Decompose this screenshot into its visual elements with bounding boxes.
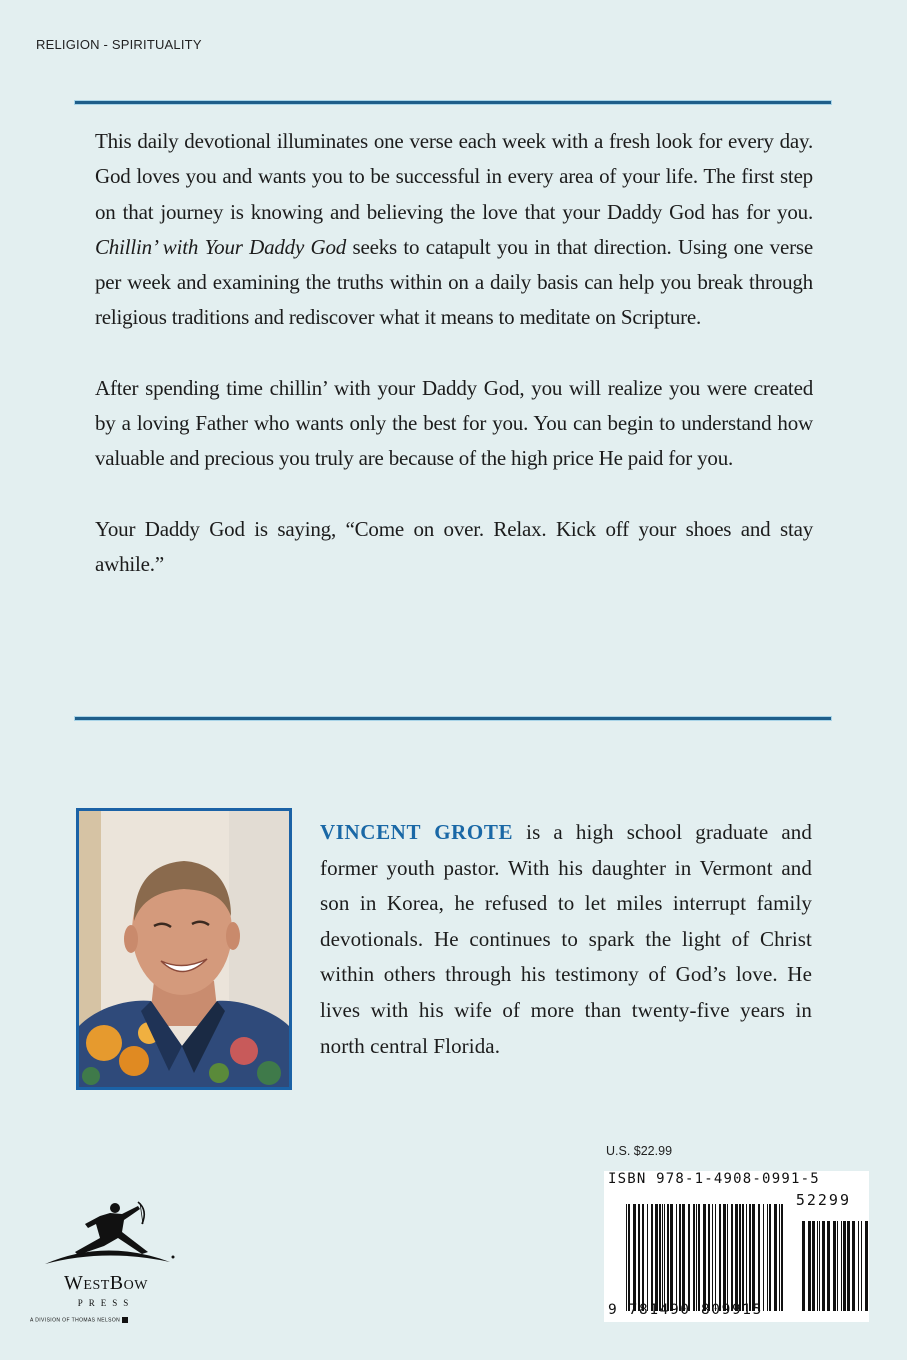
author-bio-text: is a high school graduate and former youth pastor. With his daughter in Vermont and son in Korea, he refused to let miles interrupt family devotionals. He continues to spark the light of Christ within others through his testimony of God’s love. He lives with his wife of more than twenty-five years in north central Florida. [320, 820, 812, 1058]
description-text: This daily devotional illuminates one verse each week with a fresh look for every day. God loves you and wants you to be successful in every area of your life. The first step on that journey is knowing and believing the love that your Daddy God has for you. [95, 129, 813, 224]
publisher-press-label: PRESS [77, 1298, 135, 1308]
addon-bar [841, 1221, 842, 1311]
author-photo [76, 808, 292, 1090]
addon-bar [833, 1221, 836, 1311]
publisher-name: WestBow [64, 1272, 148, 1294]
author-bio [320, 815, 812, 1064]
publisher-logo [30, 1200, 180, 1350]
bottom-divider [75, 717, 831, 720]
addon-bar [827, 1221, 830, 1311]
barcode-bar [723, 1204, 726, 1311]
barcode-bar [688, 1204, 690, 1311]
barcode-bar [739, 1204, 741, 1311]
addon-bar [802, 1221, 805, 1311]
barcode-bar [638, 1204, 640, 1311]
barcode-bar [746, 1204, 747, 1311]
addon-bar [852, 1221, 855, 1311]
barcode-bar [758, 1204, 760, 1311]
barcode-bar [715, 1204, 716, 1311]
addon-bar [847, 1221, 850, 1311]
barcode-bar [655, 1204, 658, 1311]
top-divider [75, 101, 831, 104]
barcode-bar [667, 1204, 669, 1311]
publisher-division [30, 1317, 180, 1323]
addon-bar [812, 1221, 815, 1311]
description-paragraph-3: Your Daddy God is saying, “Come on over. Relax. Kick off your shoes and stay awhile.” [95, 516, 813, 576]
description-paragraph-1 [95, 124, 813, 336]
barcode-bar [708, 1204, 710, 1311]
ean-digits: 9 781490 809915 [608, 1302, 763, 1318]
barcode-bar [698, 1204, 700, 1311]
addon-bar [819, 1221, 820, 1311]
barcode-bar [659, 1204, 661, 1311]
barcode-bars [604, 1171, 869, 1322]
author-portrait-illustration [79, 811, 289, 1087]
barcode-bar [769, 1204, 771, 1311]
barcode-bar [651, 1204, 653, 1311]
addon-bar [808, 1221, 811, 1311]
barcode-bar [731, 1204, 733, 1311]
isbn-barcode [604, 1171, 869, 1322]
addon-bar [858, 1221, 859, 1311]
barcode-bar [781, 1204, 783, 1311]
barcode-bar [676, 1204, 677, 1311]
barcode-bar [742, 1204, 744, 1311]
book-title-italic: Chillin’ with Your Daddy God [95, 234, 347, 259]
barcode-bar [628, 1204, 630, 1311]
barcode-bar [679, 1204, 681, 1311]
barcode-bar [662, 1204, 663, 1311]
building-icon [122, 1317, 128, 1323]
barcode-bar [749, 1204, 751, 1311]
archer-logo-icon [30, 1200, 180, 1275]
isbn-number: ISBN 978-1-4908-0991-5 [608, 1171, 820, 1187]
addon-bar [861, 1221, 862, 1311]
barcode-bar [642, 1204, 644, 1311]
barcode-bar [752, 1204, 755, 1311]
addon-bar [843, 1221, 846, 1311]
barcode-bar [719, 1204, 721, 1311]
barcode-bar [633, 1204, 636, 1311]
barcode-bar [626, 1204, 627, 1311]
addon-bar [837, 1221, 838, 1311]
division-text: A DIVISION OF THOMAS NELSON [30, 1317, 121, 1324]
barcode-bar [779, 1204, 780, 1311]
book-description [95, 124, 813, 617]
barcode-bar [767, 1204, 768, 1311]
barcode-bar [727, 1204, 728, 1311]
barcode-bar [696, 1204, 697, 1311]
description-paragraph-2: After spending time chillin’ with your Daddy God, you will realize you were created by a loving Father who wants only the best for you. You can begin to understand how valuable and precious you truly are because of the high price He paid for you. [95, 375, 813, 471]
barcode-bar [670, 1204, 673, 1311]
price-label: U.S. $22.99 [606, 1144, 673, 1158]
price-addon-number: 52299 [795, 1191, 851, 1209]
category-label: RELIGION - SPIRITUALITY [36, 37, 202, 52]
description-text: seeks to catapult you in that direction. Using one verse per week and examining the truths within on a daily basis can help you break through religious traditions and rediscover what it means to meditate on Scripture. [95, 234, 813, 330]
addon-bar [822, 1221, 825, 1311]
addon-bar [817, 1221, 818, 1311]
barcode-bar [682, 1204, 685, 1311]
barcode-bar [647, 1204, 648, 1311]
author-name: VINCENT GROTE [320, 820, 514, 844]
barcode-bar [774, 1204, 777, 1311]
barcode-bar [703, 1204, 706, 1311]
barcode-bar [735, 1204, 738, 1311]
barcode-bar [664, 1204, 665, 1311]
addon-bar [865, 1221, 868, 1311]
barcode-bar [712, 1204, 713, 1311]
barcode-bar [763, 1204, 764, 1311]
barcode-bar [693, 1204, 695, 1311]
